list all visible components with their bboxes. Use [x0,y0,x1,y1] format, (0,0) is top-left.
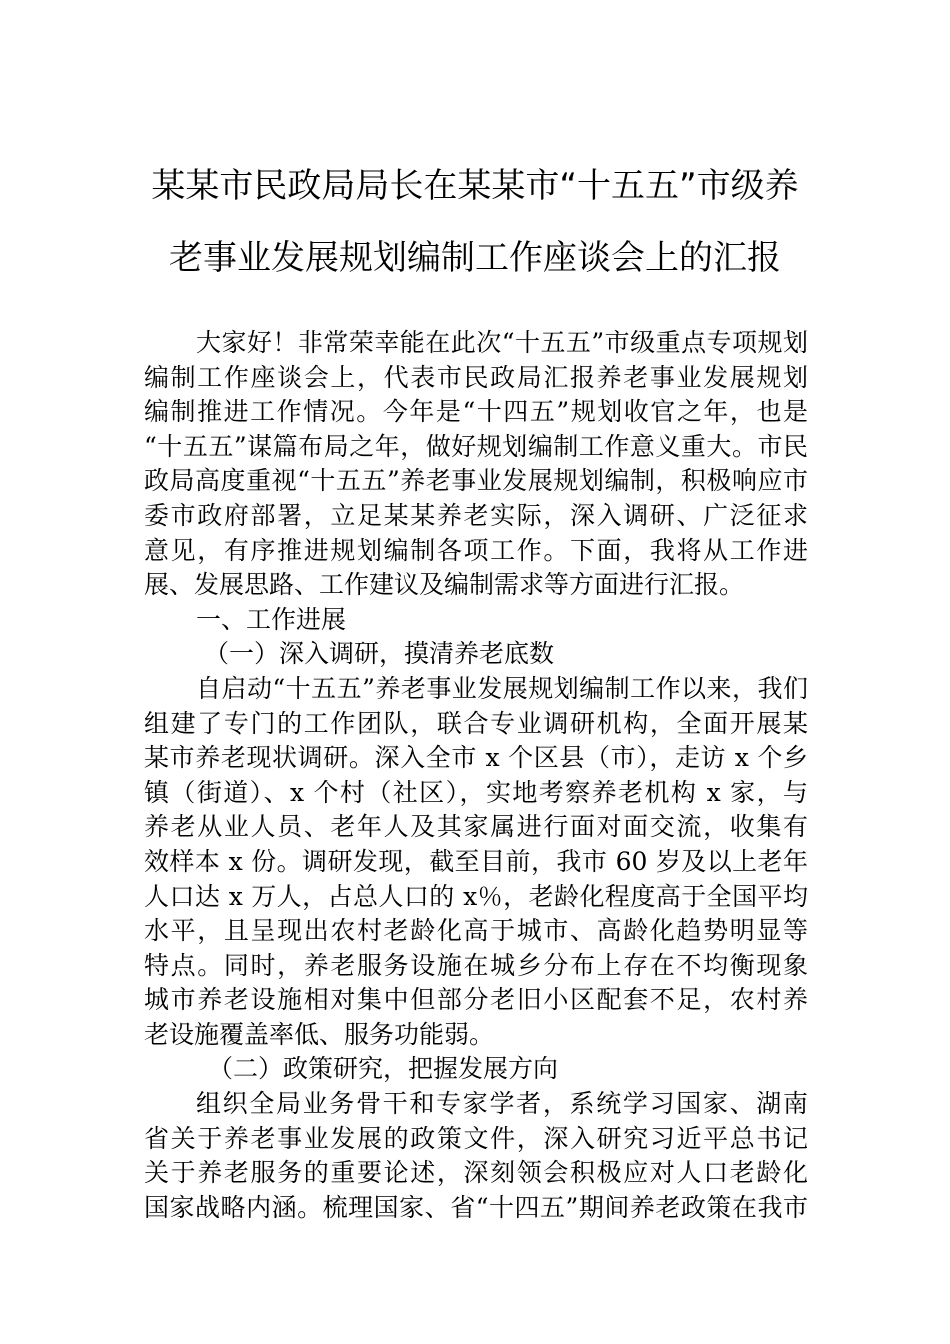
intro-line: 大家好！非常荣幸能在此次“十五五”市级重点专项规划 [196,328,808,357]
document-body [144,326,808,1225]
sub1-line: 人口达 x 万人，占总人口的 x％，老龄化程度高于全国平均 [144,881,808,911]
document-title-line-2: 老事业发展规划编制工作座谈会上的汇报 [169,238,781,278]
sub1-line: 效样本 x 份。调研发现，截至目前，我市 60 岁及以上老年 [144,846,808,876]
sub2-line: 组织全局业务骨干和专家学者，系统学习国家、湖南 [196,1089,808,1119]
sub1-line: 老设施覆盖率低、服务功能弱。 [144,1019,495,1049]
sub2-line: 关于养老服务的重要论述，深刻领会积极应对人口老龄化 [144,1158,808,1188]
intro-line: 委市政府部署，立足某某养老实际，深入调研、广泛征求 [144,500,808,530]
sub1-line: 自启动“十五五”养老事业发展规划编制工作以来，我们 [196,673,808,703]
sub1-line: 水平，且呈现出农村老龄化高于城市、高龄化趋势明显等 [144,916,808,946]
sub1-line: 养老从业人员、老年人及其家属进行面对面交流，收集有 [144,812,808,842]
sub2-line: 省关于养老事业发展的政策文件，深入研究习近平总书记 [144,1123,808,1153]
sub1-line: 城市养老设施相对集中但部分老旧小区配套不足，农村养 [144,985,808,1015]
sub1-line: 某市养老现状调研。深入全市 x 个区县（市），走访 x 个乡 [144,743,808,773]
intro-line: 展、发展思路、工作建议及编制需求等方面进行汇报。 [144,570,745,600]
subsection-heading: （二）政策研究，把握发展方向 [208,1054,559,1084]
sub1-line: 镇（街道）、x 个村（社区），实地考察养老机构 x 家，与 [144,777,808,807]
subsection-heading: （一）深入调研，摸清养老底数 [204,639,555,669]
intro-line: 意见，有序推进规划编制各项工作。下面，我将从工作进 [144,535,808,565]
sub2-line: 国家战略内涵。梳理国家、省“十四五”期间养老政策在我市 [144,1192,808,1222]
section-heading: 一、工作进展 [196,604,347,634]
sub1-line: 特点。同时，养老服务设施在城乡分布上存在不均衡现象 [144,950,808,980]
intro-line: “十五五”谋篇布局之年，做好规划编制工作意义重大。市民 [144,431,808,461]
intro-line: 编制推进工作情况。今年是“十四五”规划收官之年，也是 [144,397,808,427]
intro-line: 政局高度重视“十五五”养老事业发展规划编制，积极响应市 [144,466,808,496]
intro-line: 编制工作座谈会上，代表市民政局汇报养老事业发展规划 [144,362,808,392]
document-title-line-1: 某某市民政局局长在某某市“十五五”市级养 [151,166,799,206]
sub1-line: 组建了专门的工作团队，联合专业调研机构，全面开展某 [144,708,808,738]
